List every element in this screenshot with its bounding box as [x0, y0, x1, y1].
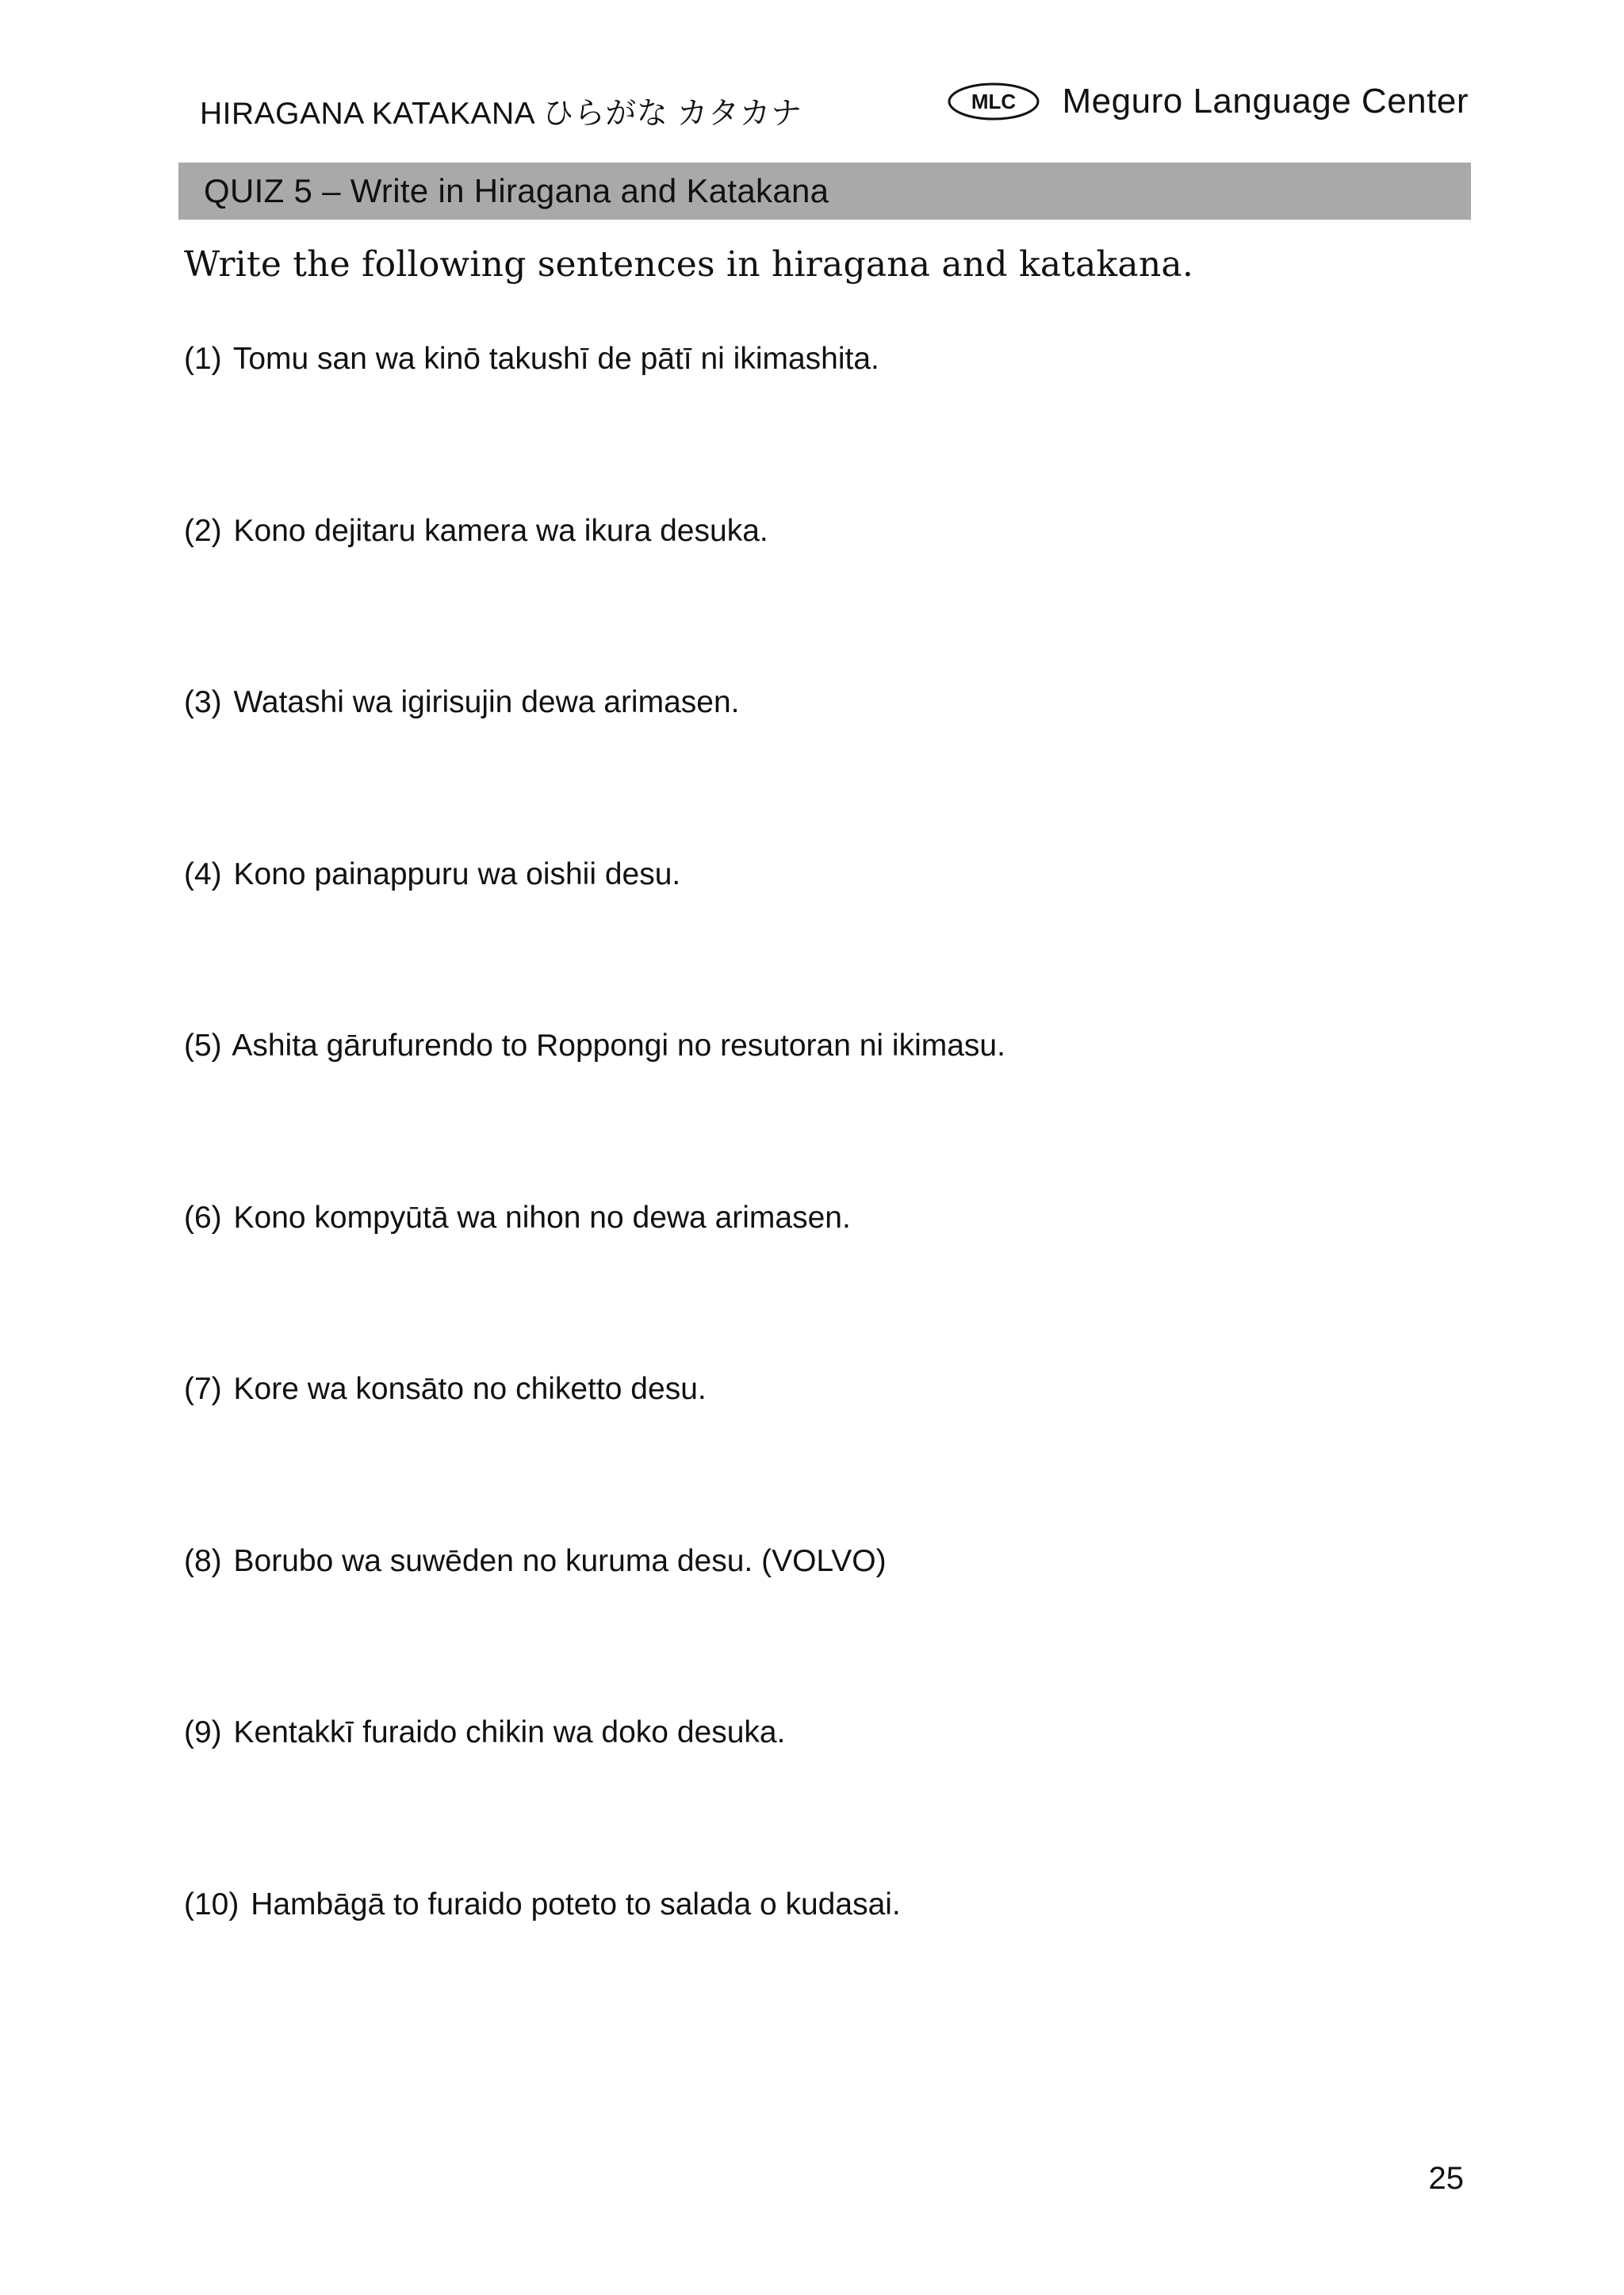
- item-number: (1): [184, 342, 222, 376]
- mlc-logo-icon: [947, 82, 1040, 121]
- item-text: Kono dejitaru kamera wa ikura desuka.: [233, 513, 768, 548]
- item-number: (7): [184, 1372, 222, 1406]
- item-text: Borubo wa suwēden no kuruma desu. (VOLVO): [233, 1543, 887, 1578]
- exercise-item: [184, 1024, 1005, 1196]
- exercise-item: [184, 1367, 1005, 1539]
- item-number: (2): [184, 513, 222, 548]
- item-text: Kore wa konsāto no chiketto desu.: [233, 1372, 707, 1406]
- exercise-item: [184, 1196, 1005, 1368]
- page-number: 25: [1428, 2161, 1464, 2196]
- exercise-item: [184, 509, 1005, 681]
- item-number: (5): [184, 1029, 222, 1063]
- item-number: (4): [184, 856, 222, 891]
- item-text: Watashi wa igirisujin dewa arimasen.: [233, 685, 740, 719]
- instruction: Write the following sentences in hiragana and katakana.: [184, 244, 1194, 285]
- center-name: Meguro Language Center: [1062, 82, 1469, 121]
- header-title: HIRAGANA KATAKANA ひらがな カタカナ: [200, 97, 802, 131]
- exercise-item: [184, 1711, 1005, 1883]
- logo-text: MLC: [971, 90, 1016, 113]
- item-text: Kono painappuru wa oishii desu.: [233, 856, 681, 891]
- exercise-item: [184, 1539, 1005, 1711]
- item-text: Ashita gārufurendo to Roppongi no resutoran ni ikimasu.: [232, 1029, 1005, 1063]
- item-number: (6): [184, 1200, 222, 1235]
- item-number: (8): [184, 1543, 222, 1578]
- item-number: (10): [184, 1887, 239, 1921]
- header-brand: [947, 82, 1469, 121]
- item-text: Kentakkī furaido chikin wa doko desuka.: [233, 1715, 786, 1749]
- exercise-list: [184, 337, 1005, 2054]
- item-text: Kono kompyūtā wa nihon no dewa arimasen.: [233, 1200, 851, 1235]
- exercise-item: [184, 337, 1005, 509]
- exercise-item: [184, 852, 1005, 1025]
- item-text: Tomu san wa kinō takushī de pātī ni ikimashita.: [232, 342, 879, 376]
- item-text: Hambāgā to furaido poteto to salada o kudasai.: [251, 1887, 901, 1921]
- quiz-title: QUIZ 5 – Write in Hiragana and Katakana: [204, 172, 829, 209]
- item-number: (9): [184, 1715, 222, 1749]
- item-number: (3): [184, 685, 222, 719]
- quiz-title-bar: [178, 163, 1471, 220]
- exercise-item: [184, 1883, 1005, 2055]
- exercise-item: [184, 680, 1005, 852]
